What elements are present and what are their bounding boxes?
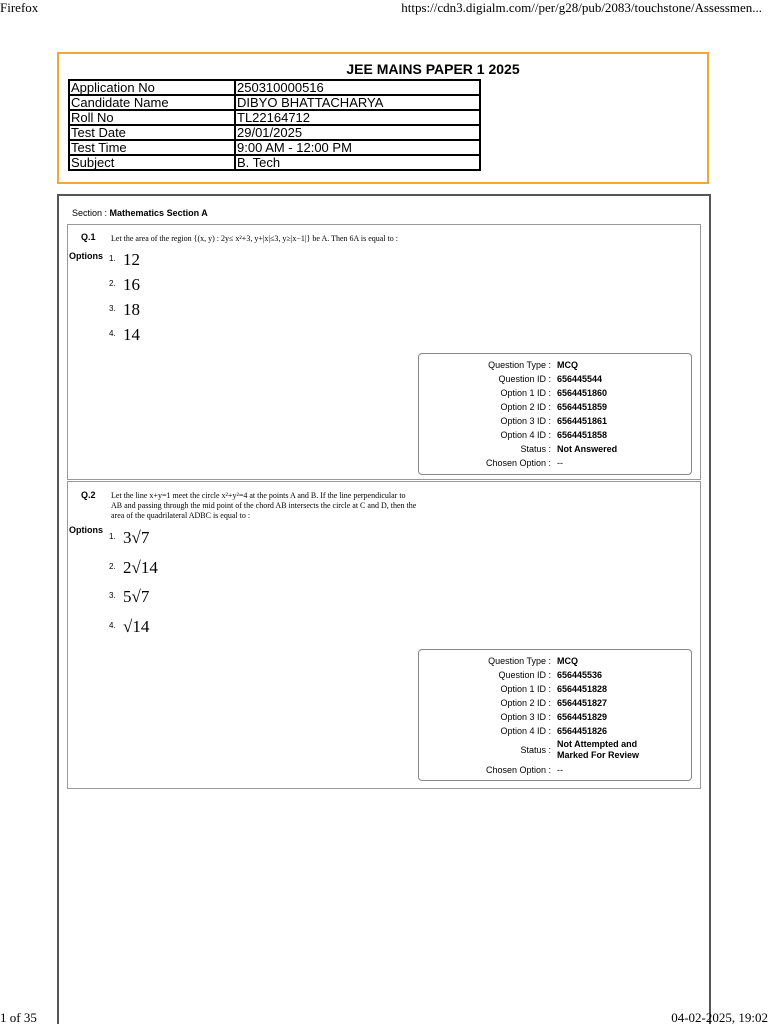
option-2-id: 6564451827 [557,698,608,708]
question-id-label: Question ID : [498,374,551,384]
status-label: Status : [520,444,551,454]
option-number: 3. [109,304,116,313]
section-heading [72,208,208,218]
option-value: 3√7 [123,528,150,547]
candidate-details-table [68,79,481,171]
option-value: 14 [123,325,140,344]
chosen-option-label: Chosen Option : [485,458,551,468]
row-value: TL22164712 [235,110,480,125]
question-number: Q.2 [81,490,96,500]
options-label: Options [69,251,103,261]
row-label: Test Date [69,125,235,140]
browser-url[interactable]: https://cdn3.digialm.com//per/g28/pub/2083/touchstone/Assessmen... [401,0,762,15]
table-row [69,125,480,140]
status-value: Not Answered [557,444,618,454]
page-indicator: 1 of 35 [0,1010,37,1025]
option-1-id-label: Option 1 ID : [500,684,551,694]
option-number: 3. [109,591,116,600]
row-label: Roll No [69,110,235,125]
table-row [69,155,480,170]
status-label: Status : [520,745,551,755]
question-text-line: area of the quadrilateral ADBC is equal to : [111,511,251,520]
status-value-line: Not Attempted and [557,739,638,749]
question-card-1 [67,224,701,480]
question-type-label: Question Type : [488,360,551,370]
row-value: 29/01/2025 [235,125,480,140]
option-2-id-label: Option 2 ID : [500,698,551,708]
row-label: Subject [69,155,235,170]
option-4-id-label: Option 4 ID : [500,726,551,736]
option-3-id-label: Option 3 ID : [500,416,551,426]
row-value: 250310000516 [235,80,480,95]
question-id: 656445536 [557,670,603,680]
option-number: 1. [109,254,116,263]
question-info-panel [418,353,692,475]
option-3-id: 6564451861 [557,416,608,426]
row-label: Application No [69,80,235,95]
option-2-id-label: Option 2 ID : [500,402,551,412]
option-number: 4. [109,621,116,630]
options-label: Options [69,525,103,535]
option-1-id-label: Option 1 ID : [500,388,551,398]
question-text-line: AB and passing through the mid point of the chord AB intersects the circle at C and D, then the [111,501,417,510]
table-row [69,80,480,95]
section-prefix: Section : [72,208,108,218]
option-2-id: 6564451859 [557,402,608,412]
row-label: Candidate Name [69,95,235,110]
option-value: 18 [123,300,140,319]
browser-title: Firefox [0,0,39,15]
question-number: Q.1 [81,232,96,242]
row-label: Test Time [69,140,235,155]
question-id-label: Question ID : [498,670,551,680]
question-card-2 [67,481,701,789]
option-number: 4. [109,329,116,338]
option-value: 5√7 [123,587,150,606]
option-1-id: 6564451828 [557,684,608,694]
option-4-id-label: Option 4 ID : [500,430,551,440]
row-value: DIBYO BHATTACHARYA [235,95,480,110]
table-row [69,140,480,155]
exam-title: JEE MAINS PAPER 1 2025 [346,61,520,77]
row-value: 9:00 AM - 12:00 PM [235,140,480,155]
row-value: B. Tech [235,155,480,170]
option-value: 2√14 [123,558,158,577]
option-number: 1. [109,532,116,541]
option-4-id: 6564451826 [557,726,608,736]
question-text: Let the area of the region {(x, y) : 2y≤ x²+3, y+|x|≤3, y≥|x−1|} be A. Then 6A is equal to : [111,234,398,243]
section-name: Mathematics Section A [109,208,208,218]
question-info-panel [418,649,692,781]
question-text [111,491,416,521]
option-value: √14 [123,617,150,636]
option-4-id: 6564451858 [557,430,608,440]
option-3-id: 6564451829 [557,712,608,722]
option-3-id-label: Option 3 ID : [500,712,551,722]
question-type: MCQ [557,360,578,370]
question-type-label: Question Type : [488,656,551,666]
status-value-line: Marked For Review [557,750,640,760]
table-row [69,110,480,125]
question-id: 656445544 [557,374,603,384]
chosen-option-label: Chosen Option : [485,765,551,775]
option-1-id: 6564451860 [557,388,608,398]
table-row [69,95,480,110]
option-value: 16 [123,275,140,294]
candidate-header [57,52,709,184]
question-text-line: Let the line x+y=1 meet the circle x²+y²=4 at the points A and B. If the line perpendicular to [111,491,406,500]
chosen-option-value: -- [557,765,563,775]
question-type: MCQ [557,656,578,666]
option-value: 12 [123,250,140,269]
print-timestamp: 04-02-2025, 19:02 [671,1010,768,1025]
chosen-option-value: -- [557,458,563,468]
option-number: 2. [109,279,116,288]
option-number: 2. [109,562,116,571]
